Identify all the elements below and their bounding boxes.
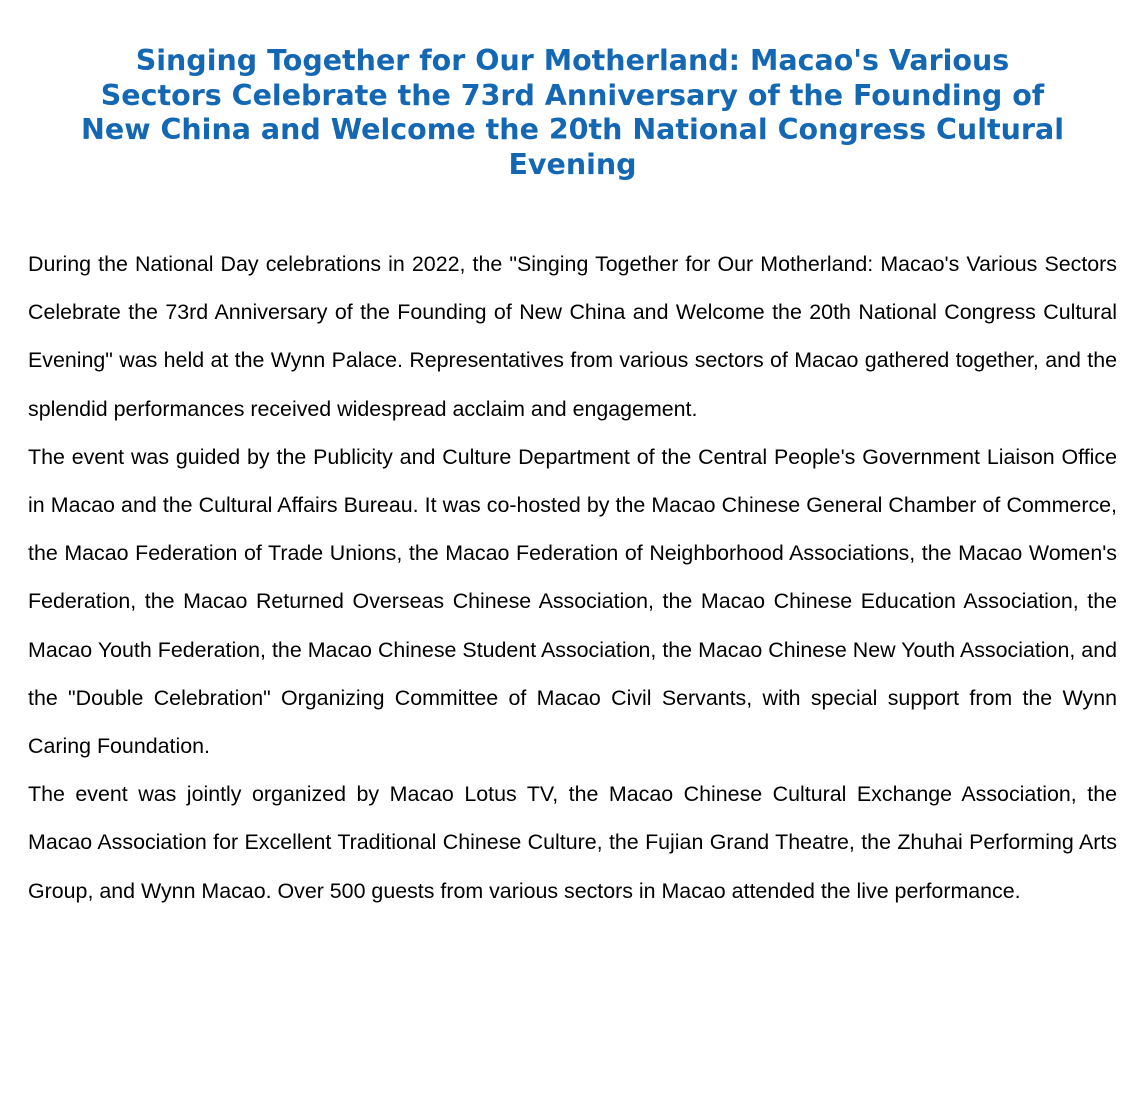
paragraph-1: During the National Day celebrations in 2022, the "Singing Together for Our Motherland: Macao's Various Sectors Celebrate the 73rd Anniversary of the Founding of New China and Welcome the 20th National Congress Cultural Evening" was held at the Wynn Palace. Representatives from various sectors of Macao gathered together, and the splendid performances received widespread acclaim and engagement. bbox=[28, 252, 1117, 421]
article-title: Singing Together for Our Motherland: Macao's Various Sectors Celebrate the 73rd Anniversary of the Founding of New China and Welcome the 20th National Congress Cultural Evening bbox=[81, 44, 1064, 181]
paragraph-3: The event was jointly organized by Macao Lotus TV, the Macao Chinese Cultural Exchange Association, the Macao Association for Excellent Traditional Chinese Culture, the Fujian Grand Theatre, the Zhuhai Performing Arts Group, and Wynn Macao. Over 500 guests from various sectors in Macao attended the live performance. bbox=[28, 782, 1117, 903]
article-body bbox=[28, 240, 1117, 915]
paragraph-2: The event was guided by the Publicity and Culture Department of the Central People's Government Liaison Office in Macao and the Cultural Affairs Bureau. It was co-hosted by the Macao Chinese General Chamber of Commerce, the Macao Federation of Trade Unions, the Macao Federation of Neighborhood Associations, the Macao Women's Federation, the Macao Returned Overseas Chinese Association, the Macao Chinese Education Association, the Macao Youth Federation, the Macao Chinese Student Association, the Macao Chinese New Youth Association, and the "Double Celebration" Organizing Committee of Macao Civil Servants, with special support from the Wynn Caring Foundation. bbox=[28, 444, 1117, 759]
